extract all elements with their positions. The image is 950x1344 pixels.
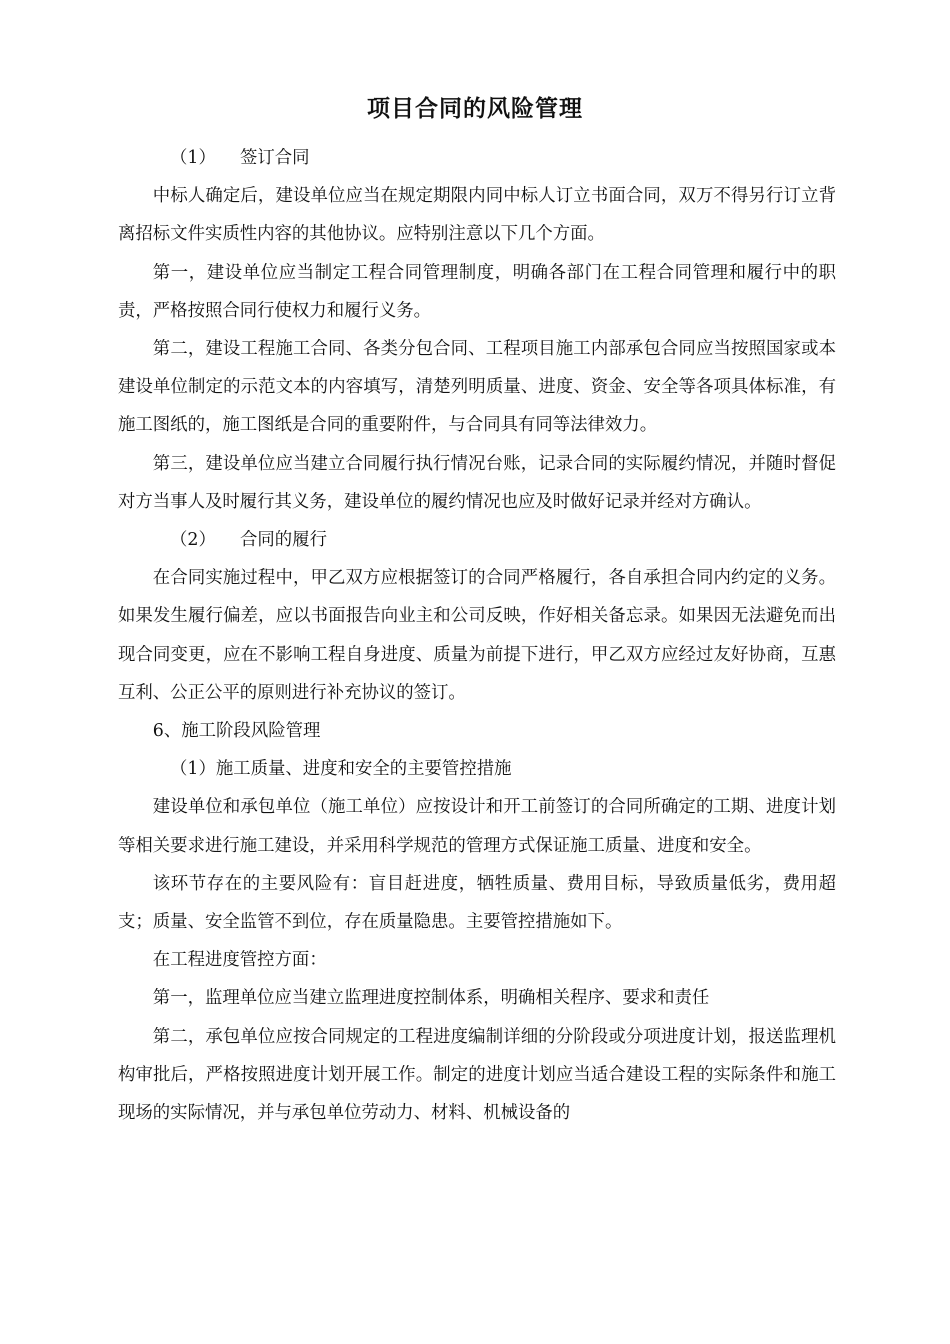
paragraph: 第一，监理单位应当建立监理进度控制体系，明确相关程序、要求和责任 <box>152 988 710 1009</box>
document-title: 项目合同的风险管理 <box>367 96 583 122</box>
paragraph: 建设单位和承包单位（施工单位）应按设计和开工前签订的合同所确定的工期、进度计划等相关要求进行施工建设，并采用科学规范的管理方式保证施工质量、进度和安全。 <box>118 797 836 856</box>
paragraph: 第三，建设单位应当建立合同履行执行情况台账，记录合同的实际履约情况，并随时督促对方当事人及时履行其义务，建设单位的履约情况也应及时做好记录并经对方确认。 <box>118 453 836 512</box>
section-heading-sign-contract <box>118 139 836 177</box>
document-body <box>118 139 836 1132</box>
section-number: （1） <box>170 148 216 168</box>
section-heading-construction-risk: 6、施工阶段风险管理 <box>152 721 321 742</box>
paragraph: 在工程进度管控方面： <box>152 950 327 971</box>
paragraph: 该环节存在的主要风险有：盲目赶进度，牺牲质量、费用目标，导致质量低劣，费用超支；质量、安全监管不到位，存在质量隐患。主要管控措施如下。 <box>118 873 836 933</box>
subsection-heading-controls: （1）施工质量、进度和安全的主要管控措施 <box>170 759 512 780</box>
section-heading-contract-performance <box>118 521 836 559</box>
paragraph: 第二，建设工程施工合同、各类分包合同、工程项目施工内部承包合同应当按照国家或本建设单位制定的示范文本的内容填写，清楚列明质量、进度、资金、安全等各项具体标准，有施工图纸的，施工图纸是合同的重要附件，与合同具有同等法律效力。 <box>118 339 836 436</box>
paragraph: 第一，建设单位应当制定工程合同管理制度，明确各部门在工程合同管理和履行中的职责，严格按照合同行使权力和履行义务。 <box>118 262 836 321</box>
paragraph: 中标人确定后，建设单位应当在规定期限内同中标人订立书面合同，双万不得另行订立背离招标文件实质性内容的其他协议。应特别注意以下几个方面。 <box>118 186 836 245</box>
paragraph: 第二，承包单位应按合同规定的工程进度编制详细的分阶段或分项进度计划，报送监理机构审批后，严格按照进度计划开展工作。制定的进度计划应当适合建设工程的实际条件和施工现场的实际情况，并与承包单位劳动力、材料、机械设备的 <box>118 1026 836 1124</box>
section-number: （2） <box>170 530 216 551</box>
paragraph: 在合同实施过程中，甲乙双方应根据签订的合同严格履行，各自承担合同内约定的义务。如果发生履行偏差，应以书面报告向业主和公司反映，作好相关备忘录。如果因无法避免而出现合同变更，应在不影响工程自身进度、质量为前提下进行，甲乙双方应经过友好协商，互惠互利、公正公平的原则进行补充协议的签订。 <box>118 568 836 703</box>
section-label: 签订合同 <box>240 148 310 168</box>
section-label: 合同的履行 <box>240 530 327 551</box>
